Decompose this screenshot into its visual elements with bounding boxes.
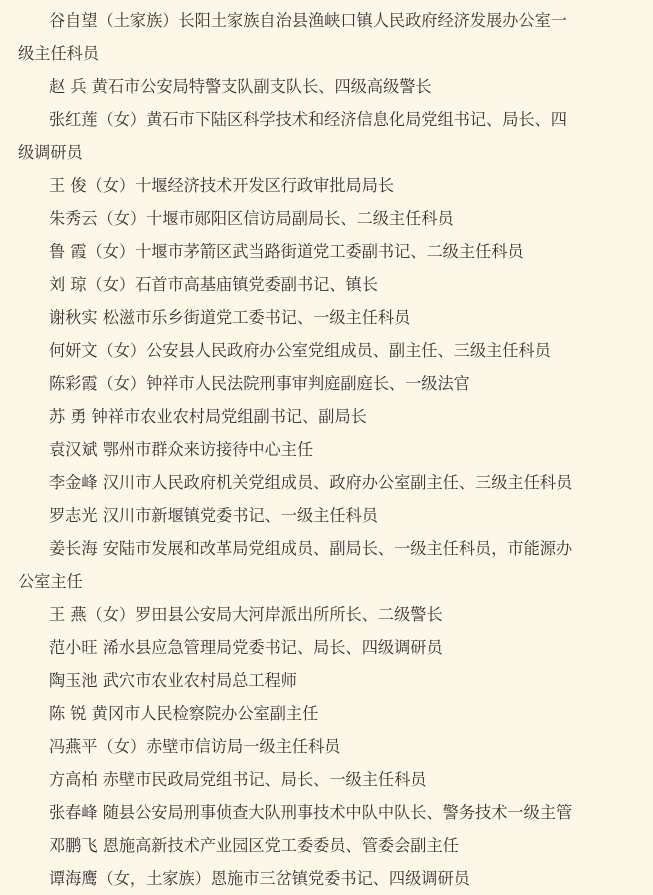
entry-text: 陈 锐 黄冈市人民检察院办公室副主任 <box>49 704 319 723</box>
entry-text: 冯燕平（女）赤壁市信访局一级主任科员 <box>49 737 341 756</box>
entry-text: 谢秋实 松滋市乐乡街道党工委书记、一级主任科员 <box>49 308 411 327</box>
list-item <box>0 103 653 169</box>
entry-text: 袁汉斌 鄂州市群众来访接待中心主任 <box>49 440 314 459</box>
list-item <box>0 664 653 697</box>
list-item <box>0 268 653 301</box>
list-item <box>0 730 653 763</box>
list-item <box>0 466 653 499</box>
entry-text: 陈彩霞（女）钟祥市人民法院刑事审判庭副庭长、一级法官 <box>49 374 470 393</box>
list-item <box>0 631 653 664</box>
entry-text: 刘 琼（女）石首市高基庙镇党委副书记、镇长 <box>49 275 378 294</box>
list-item <box>0 301 653 334</box>
list-item <box>0 829 653 862</box>
entry-text-continuation: 级主任科员 <box>18 44 99 63</box>
list-item <box>0 202 653 235</box>
entry-text: 鲁 霞（女）十堰市茅箭区武当路街道党工委副书记、二级主任科员 <box>49 242 524 261</box>
list-item <box>0 169 653 202</box>
entry-text: 王 俊（女）十堰经济技术开发区行政审批局局长 <box>49 176 395 195</box>
list-item <box>0 499 653 532</box>
entry-text: 邓鹏飞 恩施高新技术产业园区党工委委员、管委会副主任 <box>49 836 459 855</box>
list-item <box>0 433 653 466</box>
list-item <box>0 532 653 598</box>
list-item <box>0 697 653 730</box>
entry-text: 张红莲（女）黄石市下陆区科学技术和经济信息化局党组书记、局长、四 <box>49 110 567 129</box>
list-item <box>0 4 653 70</box>
list-item <box>0 763 653 796</box>
entry-text: 陶玉池 武穴市农业农村局总工程师 <box>49 671 297 690</box>
entry-text: 谭海鹰（女，土家族）恩施市三岔镇党委书记、四级调研员 <box>49 869 470 888</box>
entry-text: 朱秀云（女）十堰市郧阳区信访局副局长、二级主任科员 <box>49 209 454 228</box>
list-item <box>0 235 653 268</box>
list-item <box>0 400 653 433</box>
entry-text: 王 燕（女）罗田县公安局大河岸派出所所长、二级警长 <box>49 605 443 624</box>
entry-text: 谷自望（土家族）长阳土家族自治县渔峡口镇人民政府经济发展办公室一 <box>49 11 567 30</box>
list-item <box>0 796 653 829</box>
entry-text: 何妍文（女）公安县人民政府办公室党组成员、副主任、三级主任科员 <box>49 341 551 360</box>
entry-text: 范小旺 浠水县应急管理局党委书记、局长、四级调研员 <box>49 638 443 657</box>
entry-text: 赵 兵 黄石市公安局特警支队副支队长、四级高级警长 <box>49 77 432 96</box>
list-item <box>0 334 653 367</box>
list-item <box>0 598 653 631</box>
list-item <box>0 862 653 895</box>
list-item <box>0 367 653 400</box>
entry-text: 苏 勇 钟祥市农业农村局党组副书记、副局长 <box>49 407 367 426</box>
entry-text: 姜长海 安陆市发展和改革局党组成员、副局长、一级主任科员，市能源办 <box>49 539 573 558</box>
entry-text: 张春峰 随县公安局刑事侦查大队刑事技术中队中队长、警务技术一级主管 <box>49 803 573 822</box>
entry-text-continuation: 公室主任 <box>18 572 83 591</box>
entry-text: 罗志光 汉川市新堰镇党委书记、一级主任科员 <box>49 506 378 525</box>
entry-text: 李金峰 汉川市人民政府机关党组成员、政府办公室副主任、三级主任科员 <box>49 473 573 492</box>
list-item <box>0 70 653 103</box>
entry-text: 方高柏 赤壁市民政局党组书记、局长、一级主任科员 <box>49 770 427 789</box>
entry-text-continuation: 级调研员 <box>18 143 83 162</box>
